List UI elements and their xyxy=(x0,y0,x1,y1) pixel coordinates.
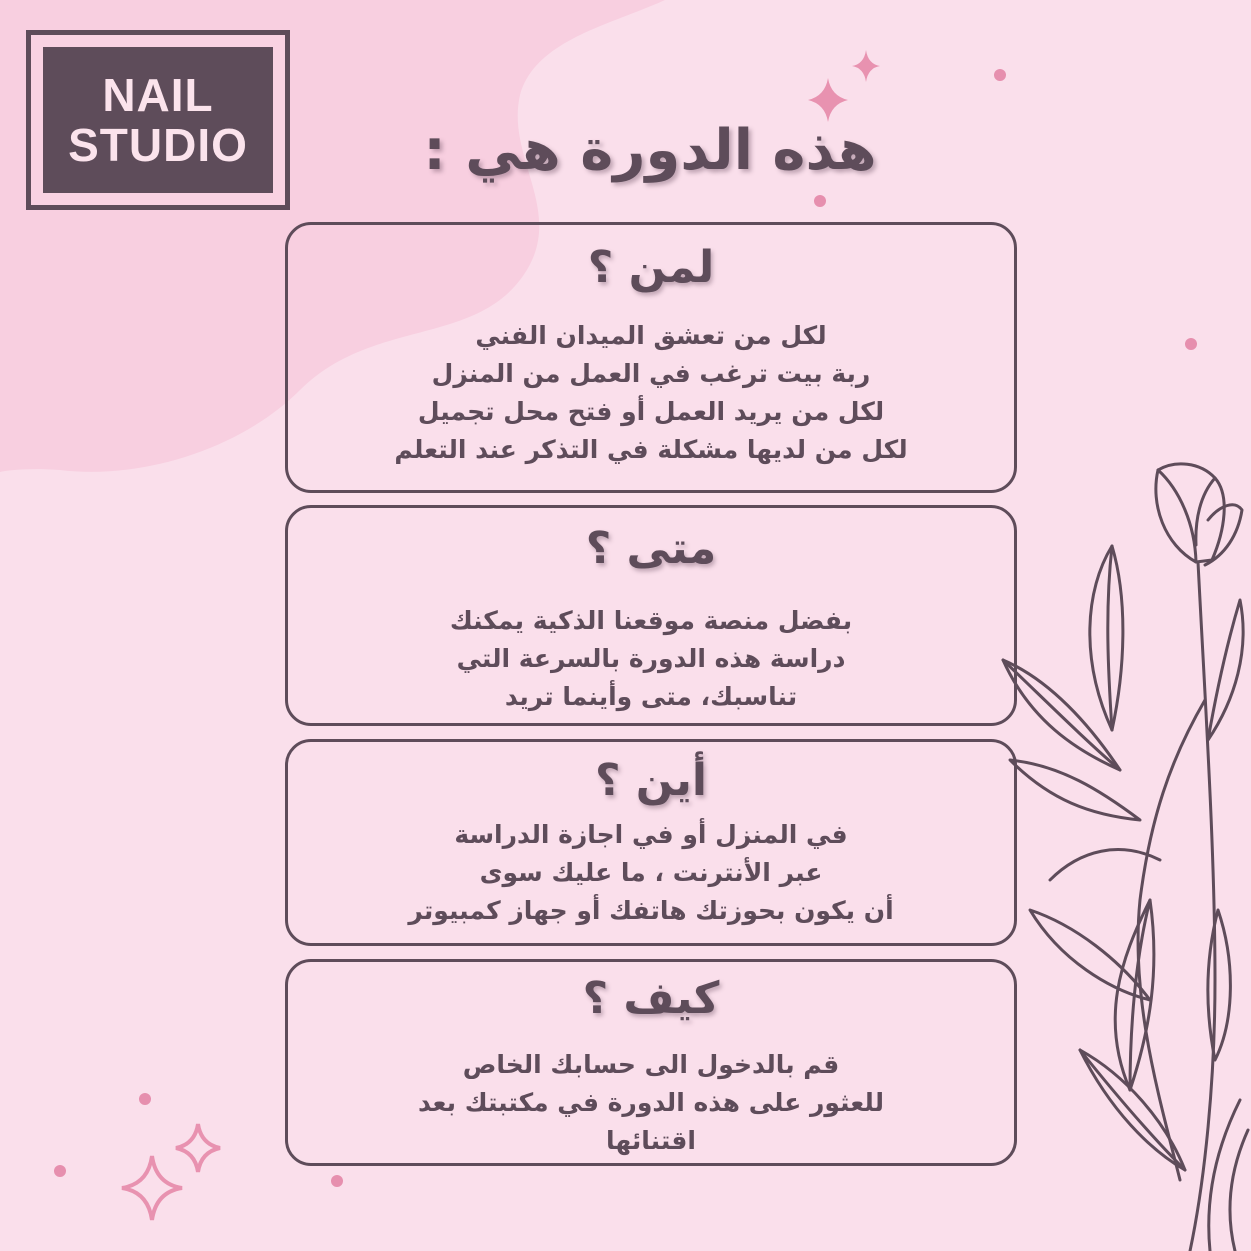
card-line: تناسبك، متى وأينما تريد xyxy=(504,682,798,711)
card-heading: كيف ؟ xyxy=(582,973,720,1024)
sparkle-outline-icon xyxy=(122,1156,182,1220)
card-who xyxy=(285,222,1017,493)
logo-line-2: STUDIO xyxy=(68,119,248,171)
card-how xyxy=(285,959,1017,1166)
sparkle-outline-stars xyxy=(122,1124,220,1220)
dot xyxy=(331,1175,343,1187)
card-line: في المنزل أو في اجازة الدراسة xyxy=(454,820,848,849)
logo-line-1: NAIL xyxy=(102,69,214,121)
card-line: قم بالدخول الى حسابك الخاص xyxy=(462,1050,840,1079)
sparkle-stars xyxy=(808,50,880,122)
card-line: عبر الأنترنت ، ما عليك سوى xyxy=(479,858,823,887)
card-line: دراسة هذه الدورة بالسرعة التي xyxy=(456,644,846,673)
card-heading: متى ؟ xyxy=(585,523,717,574)
dot xyxy=(814,195,826,207)
card-where xyxy=(285,739,1017,946)
card-line: لكل من لديها مشكلة في التذكر عند التعلم xyxy=(394,435,908,464)
dot xyxy=(994,69,1006,81)
flower-line-art xyxy=(1003,464,1248,1251)
dot xyxy=(54,1165,66,1177)
card-heading: أين ؟ xyxy=(594,755,708,806)
card-body xyxy=(288,1046,1014,1160)
card-body xyxy=(288,602,1014,716)
card-when xyxy=(285,505,1017,726)
sparkle-outline-icon xyxy=(176,1124,220,1172)
dot xyxy=(1185,338,1197,350)
dot xyxy=(139,1093,151,1105)
card-line: اقتنائها xyxy=(605,1126,696,1155)
card-line: لكل من تعشق الميدان الفني xyxy=(475,321,827,350)
sparkle-icon xyxy=(852,50,880,82)
card-body xyxy=(288,816,1014,930)
card-heading: لمن ؟ xyxy=(587,242,715,293)
card-line: أن يكون بحوزتك هاتفك أو جهاز كمبيوتر xyxy=(408,896,894,925)
card-line: ربة بيت ترغب في العمل من المنزل xyxy=(431,359,871,388)
card-line: لكل من يريد العمل أو فتح محل تجميل xyxy=(417,397,885,426)
nail-studio-logo xyxy=(26,30,290,210)
card-body xyxy=(288,317,1014,469)
logo-inner xyxy=(43,47,273,193)
card-line: بفضل منصة موقعنا الذكية يمكنك xyxy=(449,606,853,635)
page-title: هذه الدورة هي : xyxy=(423,118,877,183)
sparkle-icon xyxy=(808,78,848,122)
card-line: للعثور على هذه الدورة في مكتبتك بعد xyxy=(418,1088,884,1117)
